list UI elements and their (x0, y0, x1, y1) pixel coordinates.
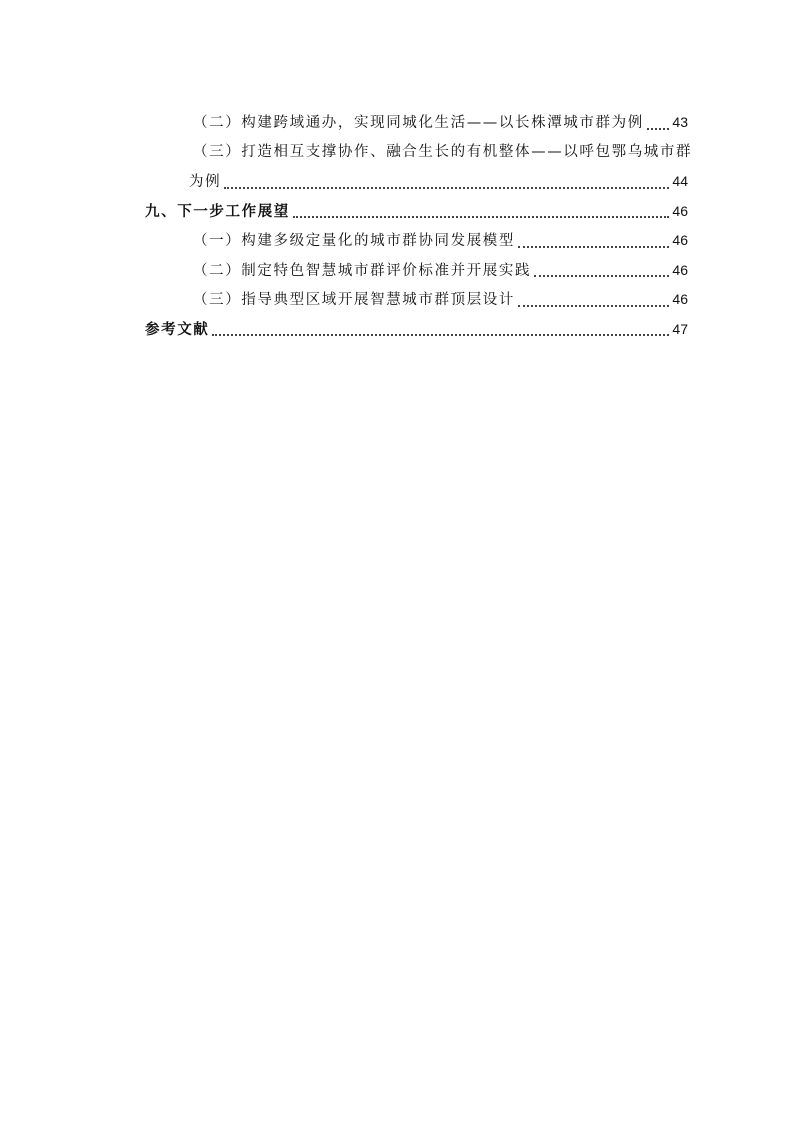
toc-page-number: 46 (672, 261, 688, 278)
toc-entry[interactable] (145, 226, 688, 256)
toc-entry[interactable] (145, 108, 688, 138)
toc-entry[interactable] (145, 256, 688, 286)
toc-entry[interactable] (145, 285, 688, 315)
toc-page-number: 44 (672, 173, 688, 189)
toc-entry-continuation[interactable] (145, 167, 688, 197)
toc-entry[interactable] (145, 197, 688, 227)
toc-chapter-title: 九、下一步工作展望 (145, 203, 290, 220)
dot-leader (224, 186, 669, 189)
toc-page-number: 46 (672, 202, 688, 219)
toc-page-number: 46 (672, 232, 688, 248)
toc-entry-title: （一）构建多级定量化的城市群协同发展模型 (193, 233, 515, 249)
toc-page-number: 46 (672, 291, 688, 307)
toc-chapter-title: 参考文献 (145, 321, 210, 338)
dot-leader (534, 274, 669, 277)
dot-leader (518, 245, 669, 248)
toc-entry-title: （三）指导典型区域开展智慧城市群顶层设计 (193, 292, 515, 308)
toc-page-number: 47 (672, 320, 688, 337)
toc-entry[interactable] (145, 315, 688, 345)
toc-entry-title-continuation: 为例 (189, 174, 222, 190)
dot-leader (518, 304, 669, 307)
dot-leader (293, 215, 670, 218)
toc-entry[interactable] (145, 138, 693, 168)
dot-leader (647, 127, 670, 130)
table-of-contents (145, 108, 693, 344)
toc-page-number: 43 (672, 114, 688, 130)
toc-entry-title: （二）构建跨域通办，实现同城化生活——以长株潭城市群为例 (193, 115, 644, 131)
dot-leader (212, 333, 669, 336)
toc-entry-title: （二）制定特色智慧城市群评价标准并开展实践 (193, 262, 532, 279)
toc-entry-title: （三）打造相互支撑协作、融合生长的有机整体——以呼包鄂乌城市群 (193, 143, 693, 160)
